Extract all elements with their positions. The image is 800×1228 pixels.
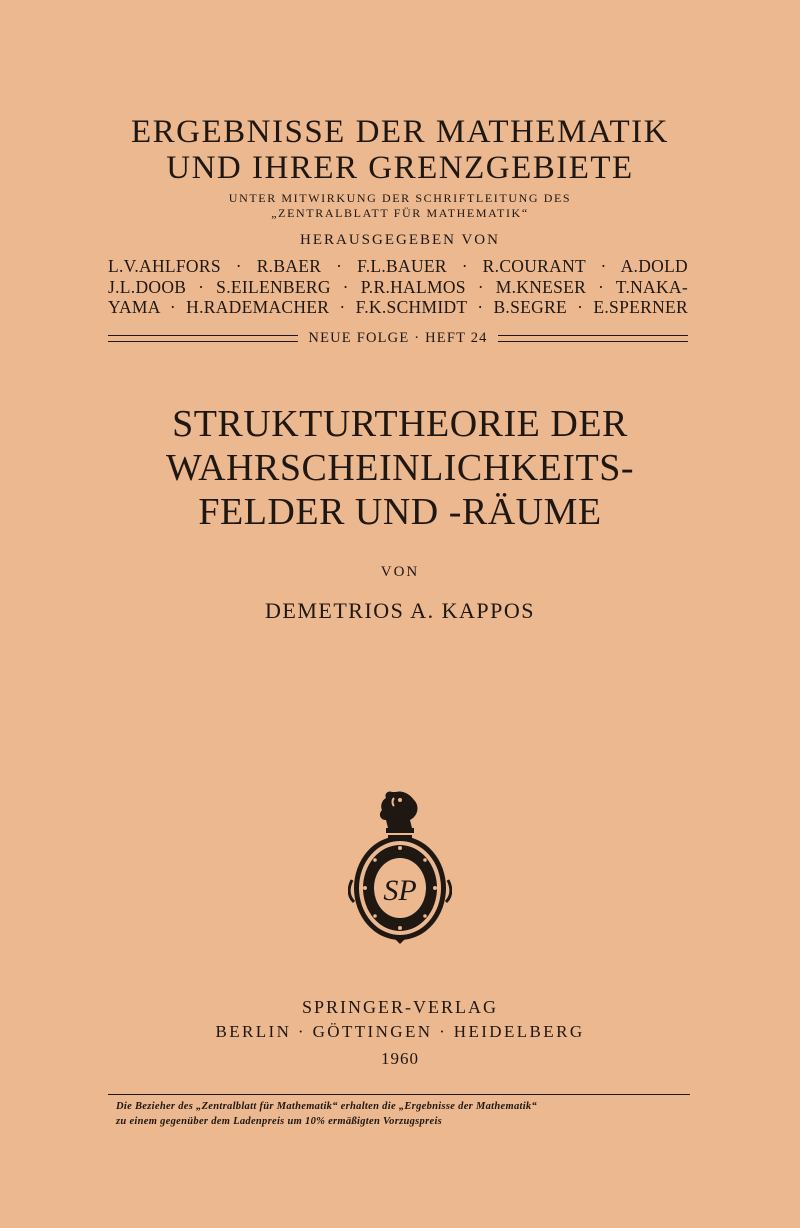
editors-line1: L.V.AHLFORS · R.BAER · F.L.BAUER · R.COURANT · A.DOLD [108,256,688,276]
footnote-line1: Die Bezieher des „Zentralblatt für Mathematik“ erhalten die „Ergebnisse der Mathematik“ [116,1101,538,1112]
logo-monogram: SP [383,874,417,907]
publisher-name: SPRINGER-VERLAG [301,997,498,1017]
editors-line2: J.L.DOOB · S.EILENBERG · P.R.HALMOS · M.KNESER · T.NAKA- [108,277,688,297]
double-rule-left [108,335,298,342]
book-title-line2: WAHRSCHEINLICHKEITS- [165,447,635,489]
springer-knight-logo-icon [348,784,452,944]
publisher-cities: BERLIN · GÖTTINGEN · HEIDELBERG [215,1022,585,1041]
book-title-line1: STRUKTURTHEORIE DER [172,403,628,445]
series-number-bar [108,327,688,349]
footnote-line2: zu einem gegenüber dem Ladenpreis um 10% ermäßigten Vorzugspreis [116,1116,443,1127]
by-label: VON [380,564,420,580]
double-rule-right [498,335,688,342]
editors-line3: YAMA · H.RADEMACHER · F.K.SCHMIDT · B.SEGRE · E.SPERNER [108,297,688,317]
author-name: DEMETRIOS A. KAPPOS [265,598,535,623]
series-number: NEUE FOLGE · HEFT 24 [308,329,488,346]
series-subtitle-line2: „ZENTRALBLATT FÜR MATHEMATIK“ [271,206,529,220]
publication-year: 1960 [381,1049,419,1068]
footnote-rule [108,1094,690,1095]
series-title-line1: ERGEBNISSE DER MATHEMATIK [130,114,669,150]
editor-heading: HERAUSGEGEBEN VON [300,232,500,248]
book-title-line3: FELDER UND -RÄUME [198,491,602,533]
series-title-line2: UND IHRER GRENZGEBIETE [166,150,634,186]
series-subtitle-line1: UNTER MITWIRKUNG DER SCHRIFTLEITUNG DES [228,191,572,205]
